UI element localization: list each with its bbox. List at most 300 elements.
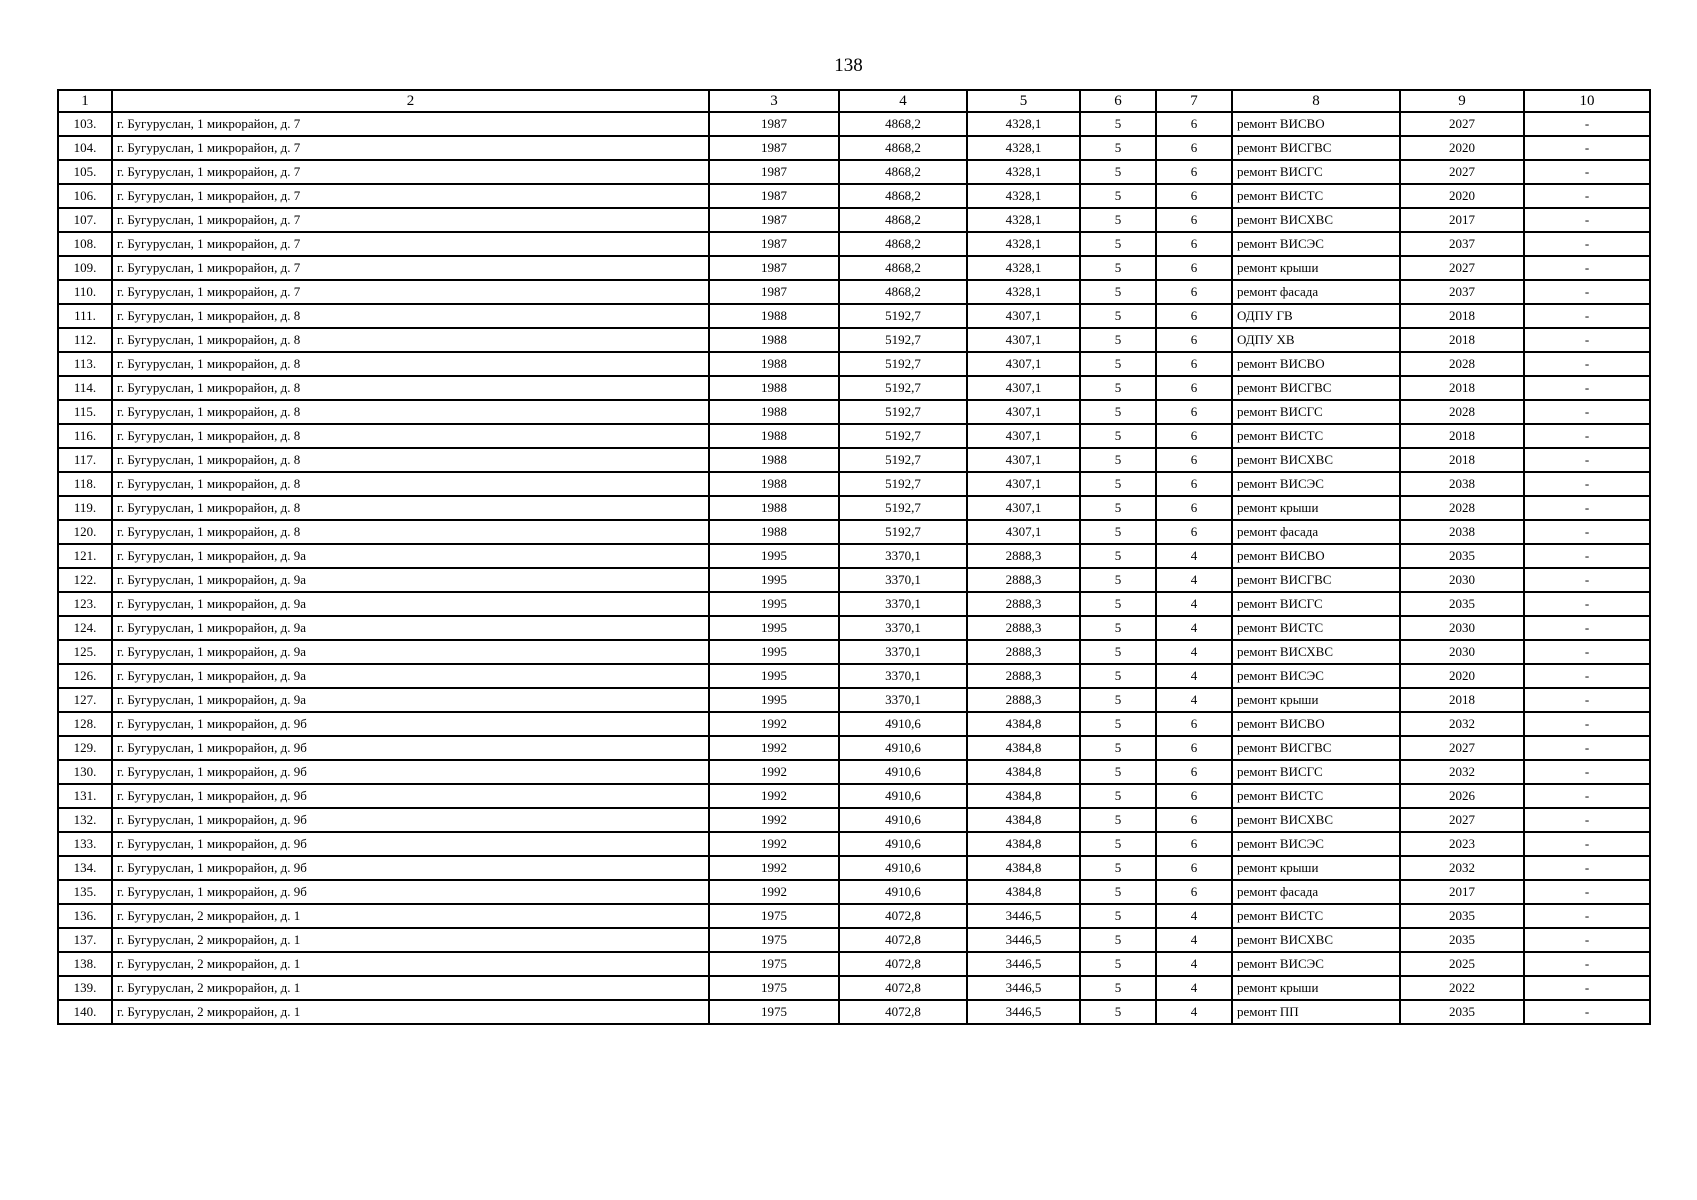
cell-living-area: 4328,1 — [967, 112, 1080, 136]
cell-planned-year: 2018 — [1400, 688, 1524, 712]
cell-work-type: ремонт крыши — [1232, 256, 1400, 280]
cell-row-number: 136. — [58, 904, 112, 928]
cell-floors: 5 — [1080, 352, 1156, 376]
cell-total-area: 4910,6 — [839, 784, 967, 808]
cell-note: - — [1524, 880, 1650, 904]
cell-address: г. Бугуруслан, 1 микрорайон, д. 9а — [112, 688, 709, 712]
cell-work-type: ремонт крыши — [1232, 496, 1400, 520]
table-row — [58, 328, 1650, 352]
table-row — [58, 616, 1650, 640]
cell-planned-year: 2026 — [1400, 784, 1524, 808]
cell-floors: 5 — [1080, 136, 1156, 160]
cell-living-area: 4307,1 — [967, 400, 1080, 424]
cell-year-built: 1988 — [709, 448, 839, 472]
cell-row-number: 115. — [58, 400, 112, 424]
cell-total-area: 4868,2 — [839, 280, 967, 304]
cell-address: г. Бугуруслан, 1 микрорайон, д. 7 — [112, 112, 709, 136]
cell-row-number: 139. — [58, 976, 112, 1000]
cell-entrances: 6 — [1156, 160, 1232, 184]
cell-living-area: 3446,5 — [967, 976, 1080, 1000]
cell-living-area: 4328,1 — [967, 280, 1080, 304]
cell-floors: 5 — [1080, 520, 1156, 544]
table-row — [58, 880, 1650, 904]
cell-planned-year: 2018 — [1400, 304, 1524, 328]
cell-row-number: 104. — [58, 136, 112, 160]
cell-row-number: 114. — [58, 376, 112, 400]
cell-work-type: ремонт ВИСЭС — [1232, 232, 1400, 256]
cell-entrances: 6 — [1156, 760, 1232, 784]
cell-work-type: ремонт ВИСГВС — [1232, 376, 1400, 400]
cell-year-built: 1995 — [709, 544, 839, 568]
table-row — [58, 256, 1650, 280]
cell-year-built: 1975 — [709, 976, 839, 1000]
cell-planned-year: 2017 — [1400, 880, 1524, 904]
cell-planned-year: 2027 — [1400, 808, 1524, 832]
cell-address: г. Бугуруслан, 1 микрорайон, д. 8 — [112, 496, 709, 520]
cell-work-type: ремонт ВИСГВС — [1232, 136, 1400, 160]
cell-note: - — [1524, 664, 1650, 688]
cell-row-number: 130. — [58, 760, 112, 784]
cell-year-built: 1995 — [709, 640, 839, 664]
cell-entrances: 4 — [1156, 640, 1232, 664]
cell-living-area: 4384,8 — [967, 736, 1080, 760]
cell-planned-year: 2035 — [1400, 544, 1524, 568]
column-header-5: 5 — [967, 90, 1080, 112]
cell-note: - — [1524, 112, 1650, 136]
cell-living-area: 2888,3 — [967, 592, 1080, 616]
cell-note: - — [1524, 952, 1650, 976]
cell-floors: 5 — [1080, 424, 1156, 448]
cell-year-built: 1987 — [709, 232, 839, 256]
cell-row-number: 106. — [58, 184, 112, 208]
cell-total-area: 5192,7 — [839, 376, 967, 400]
cell-entrances: 6 — [1156, 856, 1232, 880]
cell-entrances: 6 — [1156, 808, 1232, 832]
data-table — [57, 89, 1651, 1025]
cell-total-area: 3370,1 — [839, 664, 967, 688]
cell-total-area: 4910,6 — [839, 712, 967, 736]
table-row — [58, 736, 1650, 760]
table-row — [58, 376, 1650, 400]
column-header-1: 1 — [58, 90, 112, 112]
cell-address: г. Бугуруслан, 1 микрорайон, д. 8 — [112, 352, 709, 376]
cell-floors: 5 — [1080, 856, 1156, 880]
cell-total-area: 3370,1 — [839, 544, 967, 568]
cell-work-type: ремонт ВИСТС — [1232, 184, 1400, 208]
table-row — [58, 304, 1650, 328]
cell-planned-year: 2023 — [1400, 832, 1524, 856]
cell-entrances: 6 — [1156, 280, 1232, 304]
cell-work-type: ремонт ВИСЭС — [1232, 832, 1400, 856]
cell-total-area: 3370,1 — [839, 688, 967, 712]
cell-note: - — [1524, 1000, 1650, 1024]
cell-work-type: ремонт ВИСТС — [1232, 904, 1400, 928]
table-row — [58, 904, 1650, 928]
cell-work-type: ремонт ВИСГВС — [1232, 568, 1400, 592]
cell-entrances: 6 — [1156, 448, 1232, 472]
cell-floors: 5 — [1080, 280, 1156, 304]
cell-note: - — [1524, 304, 1650, 328]
cell-total-area: 4072,8 — [839, 1000, 967, 1024]
cell-total-area: 4910,6 — [839, 880, 967, 904]
cell-planned-year: 2038 — [1400, 472, 1524, 496]
cell-living-area: 4328,1 — [967, 232, 1080, 256]
cell-floors: 5 — [1080, 496, 1156, 520]
cell-row-number: 138. — [58, 952, 112, 976]
cell-work-type: ремонт ВИСХВС — [1232, 640, 1400, 664]
cell-address: г. Бугуруслан, 1 микрорайон, д. 9а — [112, 616, 709, 640]
cell-work-type: ремонт ВИСТС — [1232, 784, 1400, 808]
cell-living-area: 2888,3 — [967, 616, 1080, 640]
cell-note: - — [1524, 208, 1650, 232]
cell-work-type: ремонт фасада — [1232, 520, 1400, 544]
cell-address: г. Бугуруслан, 1 микрорайон, д. 7 — [112, 280, 709, 304]
cell-year-built: 1988 — [709, 376, 839, 400]
cell-year-built: 1975 — [709, 1000, 839, 1024]
column-header-7: 7 — [1156, 90, 1232, 112]
cell-note: - — [1524, 424, 1650, 448]
cell-address: г. Бугуруслан, 1 микрорайон, д. 7 — [112, 208, 709, 232]
cell-work-type: ремонт ВИСГС — [1232, 760, 1400, 784]
cell-entrances: 6 — [1156, 352, 1232, 376]
cell-living-area: 3446,5 — [967, 1000, 1080, 1024]
cell-entrances: 6 — [1156, 112, 1232, 136]
cell-entrances: 4 — [1156, 1000, 1232, 1024]
cell-row-number: 117. — [58, 448, 112, 472]
cell-address: г. Бугуруслан, 1 микрорайон, д. 7 — [112, 184, 709, 208]
cell-floors: 5 — [1080, 568, 1156, 592]
cell-total-area: 5192,7 — [839, 424, 967, 448]
cell-row-number: 105. — [58, 160, 112, 184]
cell-entrances: 4 — [1156, 688, 1232, 712]
cell-living-area: 4307,1 — [967, 496, 1080, 520]
cell-work-type: ремонт ВИСХВС — [1232, 808, 1400, 832]
cell-note: - — [1524, 640, 1650, 664]
cell-row-number: 128. — [58, 712, 112, 736]
cell-entrances: 4 — [1156, 976, 1232, 1000]
table-row — [58, 928, 1650, 952]
table-row — [58, 400, 1650, 424]
table-row — [58, 352, 1650, 376]
cell-planned-year: 2018 — [1400, 376, 1524, 400]
cell-year-built: 1975 — [709, 904, 839, 928]
table-row — [58, 664, 1650, 688]
cell-row-number: 110. — [58, 280, 112, 304]
cell-floors: 5 — [1080, 112, 1156, 136]
cell-year-built: 1992 — [709, 808, 839, 832]
cell-planned-year: 2032 — [1400, 760, 1524, 784]
cell-floors: 5 — [1080, 208, 1156, 232]
cell-address: г. Бугуруслан, 1 микрорайон, д. 8 — [112, 424, 709, 448]
cell-living-area: 2888,3 — [967, 664, 1080, 688]
cell-floors: 5 — [1080, 544, 1156, 568]
table-row — [58, 952, 1650, 976]
column-header-2: 2 — [112, 90, 709, 112]
cell-floors: 5 — [1080, 616, 1156, 640]
cell-address: г. Бугуруслан, 1 микрорайон, д. 7 — [112, 232, 709, 256]
cell-year-built: 1995 — [709, 568, 839, 592]
cell-planned-year: 2030 — [1400, 640, 1524, 664]
cell-address: г. Бугуруслан, 1 микрорайон, д. 9б — [112, 832, 709, 856]
cell-floors: 5 — [1080, 736, 1156, 760]
cell-entrances: 6 — [1156, 472, 1232, 496]
cell-planned-year: 2027 — [1400, 160, 1524, 184]
cell-note: - — [1524, 856, 1650, 880]
cell-living-area: 4307,1 — [967, 304, 1080, 328]
cell-floors: 5 — [1080, 592, 1156, 616]
cell-address: г. Бугуруслан, 1 микрорайон, д. 9а — [112, 592, 709, 616]
cell-address: г. Бугуруслан, 1 микрорайон, д. 9б — [112, 736, 709, 760]
cell-work-type: ремонт ВИСГС — [1232, 400, 1400, 424]
cell-planned-year: 2028 — [1400, 496, 1524, 520]
cell-note: - — [1524, 184, 1650, 208]
cell-living-area: 4328,1 — [967, 160, 1080, 184]
cell-entrances: 6 — [1156, 136, 1232, 160]
cell-total-area: 4072,8 — [839, 928, 967, 952]
cell-entrances: 6 — [1156, 424, 1232, 448]
cell-entrances: 6 — [1156, 232, 1232, 256]
cell-living-area: 4328,1 — [967, 136, 1080, 160]
cell-planned-year: 2028 — [1400, 352, 1524, 376]
cell-year-built: 1992 — [709, 784, 839, 808]
cell-row-number: 111. — [58, 304, 112, 328]
cell-work-type: ремонт крыши — [1232, 856, 1400, 880]
cell-work-type: ремонт ВИСТС — [1232, 616, 1400, 640]
cell-row-number: 103. — [58, 112, 112, 136]
cell-planned-year: 2020 — [1400, 184, 1524, 208]
cell-total-area: 4868,2 — [839, 256, 967, 280]
cell-total-area: 5192,7 — [839, 400, 967, 424]
cell-floors: 5 — [1080, 184, 1156, 208]
cell-entrances: 6 — [1156, 736, 1232, 760]
cell-row-number: 120. — [58, 520, 112, 544]
table-row — [58, 976, 1650, 1000]
column-header-8: 8 — [1232, 90, 1400, 112]
cell-work-type: ремонт ВИСТС — [1232, 424, 1400, 448]
cell-living-area: 4307,1 — [967, 472, 1080, 496]
cell-note: - — [1524, 280, 1650, 304]
cell-floors: 5 — [1080, 256, 1156, 280]
table-header-row — [58, 90, 1650, 112]
table-row — [58, 760, 1650, 784]
table-row — [58, 544, 1650, 568]
cell-entrances: 4 — [1156, 952, 1232, 976]
cell-note: - — [1524, 352, 1650, 376]
cell-entrances: 4 — [1156, 904, 1232, 928]
cell-total-area: 3370,1 — [839, 568, 967, 592]
cell-row-number: 131. — [58, 784, 112, 808]
cell-entrances: 6 — [1156, 496, 1232, 520]
cell-row-number: 135. — [58, 880, 112, 904]
cell-total-area: 4910,6 — [839, 856, 967, 880]
cell-planned-year: 2037 — [1400, 232, 1524, 256]
cell-total-area: 4868,2 — [839, 184, 967, 208]
cell-note: - — [1524, 568, 1650, 592]
cell-address: г. Бугуруслан, 1 микрорайон, д. 9б — [112, 784, 709, 808]
cell-planned-year: 2030 — [1400, 616, 1524, 640]
cell-row-number: 129. — [58, 736, 112, 760]
cell-planned-year: 2038 — [1400, 520, 1524, 544]
cell-entrances: 6 — [1156, 376, 1232, 400]
cell-total-area: 5192,7 — [839, 472, 967, 496]
table-row — [58, 808, 1650, 832]
cell-address: г. Бугуруслан, 1 микрорайон, д. 9б — [112, 808, 709, 832]
cell-note: - — [1524, 904, 1650, 928]
table-row — [58, 520, 1650, 544]
cell-total-area: 3370,1 — [839, 640, 967, 664]
cell-work-type: ремонт ВИСВО — [1232, 544, 1400, 568]
cell-note: - — [1524, 544, 1650, 568]
column-header-10: 10 — [1524, 90, 1650, 112]
column-header-6: 6 — [1080, 90, 1156, 112]
table-row — [58, 424, 1650, 448]
cell-address: г. Бугуруслан, 1 микрорайон, д. 8 — [112, 400, 709, 424]
cell-note: - — [1524, 256, 1650, 280]
cell-work-type: ремонт ВИСЭС — [1232, 472, 1400, 496]
cell-note: - — [1524, 808, 1650, 832]
table-row — [58, 592, 1650, 616]
cell-address: г. Бугуруслан, 1 микрорайон, д. 9а — [112, 544, 709, 568]
cell-planned-year: 2028 — [1400, 400, 1524, 424]
cell-living-area: 4384,8 — [967, 760, 1080, 784]
cell-note: - — [1524, 328, 1650, 352]
cell-planned-year: 2035 — [1400, 1000, 1524, 1024]
cell-total-area: 4910,6 — [839, 736, 967, 760]
cell-planned-year: 2018 — [1400, 448, 1524, 472]
table-row — [58, 136, 1650, 160]
cell-row-number: 116. — [58, 424, 112, 448]
cell-floors: 5 — [1080, 472, 1156, 496]
cell-work-type: ремонт крыши — [1232, 976, 1400, 1000]
cell-note: - — [1524, 592, 1650, 616]
cell-total-area: 5192,7 — [839, 304, 967, 328]
cell-year-built: 1988 — [709, 496, 839, 520]
page-number: 138 — [834, 55, 863, 76]
cell-living-area: 4384,8 — [967, 856, 1080, 880]
cell-year-built: 1975 — [709, 928, 839, 952]
table-row — [58, 856, 1650, 880]
table-row — [58, 688, 1650, 712]
cell-total-area: 5192,7 — [839, 448, 967, 472]
cell-year-built: 1988 — [709, 472, 839, 496]
cell-row-number: 118. — [58, 472, 112, 496]
cell-total-area: 5192,7 — [839, 496, 967, 520]
cell-year-built: 1987 — [709, 112, 839, 136]
cell-planned-year: 2027 — [1400, 112, 1524, 136]
table-row — [58, 784, 1650, 808]
cell-floors: 5 — [1080, 328, 1156, 352]
cell-living-area: 4328,1 — [967, 256, 1080, 280]
cell-entrances: 6 — [1156, 712, 1232, 736]
cell-year-built: 1992 — [709, 832, 839, 856]
cell-address: г. Бугуруслан, 1 микрорайон, д. 9а — [112, 640, 709, 664]
cell-work-type: ОДПУ ХВ — [1232, 328, 1400, 352]
table-row — [58, 832, 1650, 856]
cell-floors: 5 — [1080, 448, 1156, 472]
cell-note: - — [1524, 712, 1650, 736]
cell-row-number: 122. — [58, 568, 112, 592]
cell-row-number: 107. — [58, 208, 112, 232]
cell-year-built: 1988 — [709, 352, 839, 376]
cell-address: г. Бугуруслан, 2 микрорайон, д. 1 — [112, 976, 709, 1000]
table-row — [58, 496, 1650, 520]
cell-row-number: 119. — [58, 496, 112, 520]
cell-work-type: ремонт ПП — [1232, 1000, 1400, 1024]
cell-entrances: 4 — [1156, 664, 1232, 688]
cell-row-number: 134. — [58, 856, 112, 880]
cell-address: г. Бугуруслан, 1 микрорайон, д. 8 — [112, 520, 709, 544]
cell-living-area: 4384,8 — [967, 784, 1080, 808]
cell-floors: 5 — [1080, 304, 1156, 328]
cell-planned-year: 2022 — [1400, 976, 1524, 1000]
cell-total-area: 4910,6 — [839, 808, 967, 832]
cell-work-type: ремонт ВИСХВС — [1232, 208, 1400, 232]
cell-floors: 5 — [1080, 376, 1156, 400]
cell-entrances: 6 — [1156, 304, 1232, 328]
cell-work-type: ремонт фасада — [1232, 880, 1400, 904]
cell-note: - — [1524, 232, 1650, 256]
cell-planned-year: 2020 — [1400, 136, 1524, 160]
cell-living-area: 4384,8 — [967, 880, 1080, 904]
cell-total-area: 4868,2 — [839, 160, 967, 184]
cell-floors: 5 — [1080, 784, 1156, 808]
cell-work-type: ремонт ВИСГВС — [1232, 736, 1400, 760]
cell-address: г. Бугуруслан, 1 микрорайон, д. 9б — [112, 880, 709, 904]
cell-living-area: 4384,8 — [967, 832, 1080, 856]
cell-planned-year: 2027 — [1400, 256, 1524, 280]
cell-total-area: 3370,1 — [839, 616, 967, 640]
table-row — [58, 232, 1650, 256]
cell-row-number: 121. — [58, 544, 112, 568]
cell-year-built: 1988 — [709, 304, 839, 328]
cell-year-built: 1995 — [709, 688, 839, 712]
cell-row-number: 108. — [58, 232, 112, 256]
cell-floors: 5 — [1080, 664, 1156, 688]
cell-entrances: 6 — [1156, 832, 1232, 856]
table-row — [58, 640, 1650, 664]
cell-work-type: ремонт ВИСВО — [1232, 352, 1400, 376]
cell-floors: 5 — [1080, 640, 1156, 664]
cell-floors: 5 — [1080, 880, 1156, 904]
cell-note: - — [1524, 496, 1650, 520]
cell-address: г. Бугуруслан, 2 микрорайон, д. 1 — [112, 952, 709, 976]
cell-row-number: 123. — [58, 592, 112, 616]
cell-address: г. Бугуруслан, 1 микрорайон, д. 9а — [112, 568, 709, 592]
cell-year-built: 1975 — [709, 952, 839, 976]
cell-note: - — [1524, 160, 1650, 184]
cell-row-number: 113. — [58, 352, 112, 376]
cell-address: г. Бугуруслан, 1 микрорайон, д. 8 — [112, 328, 709, 352]
cell-year-built: 1992 — [709, 760, 839, 784]
cell-entrances: 6 — [1156, 520, 1232, 544]
cell-living-area: 3446,5 — [967, 904, 1080, 928]
cell-address: г. Бугуруслан, 1 микрорайон, д. 9б — [112, 760, 709, 784]
cell-row-number: 109. — [58, 256, 112, 280]
cell-living-area: 4328,1 — [967, 184, 1080, 208]
cell-floors: 5 — [1080, 1000, 1156, 1024]
cell-year-built: 1987 — [709, 184, 839, 208]
cell-year-built: 1992 — [709, 880, 839, 904]
cell-year-built: 1987 — [709, 280, 839, 304]
table-row — [58, 448, 1650, 472]
cell-note: - — [1524, 760, 1650, 784]
cell-floors: 5 — [1080, 976, 1156, 1000]
cell-row-number: 112. — [58, 328, 112, 352]
cell-note: - — [1524, 400, 1650, 424]
cell-living-area: 2888,3 — [967, 568, 1080, 592]
cell-floors: 5 — [1080, 760, 1156, 784]
cell-living-area: 4307,1 — [967, 376, 1080, 400]
